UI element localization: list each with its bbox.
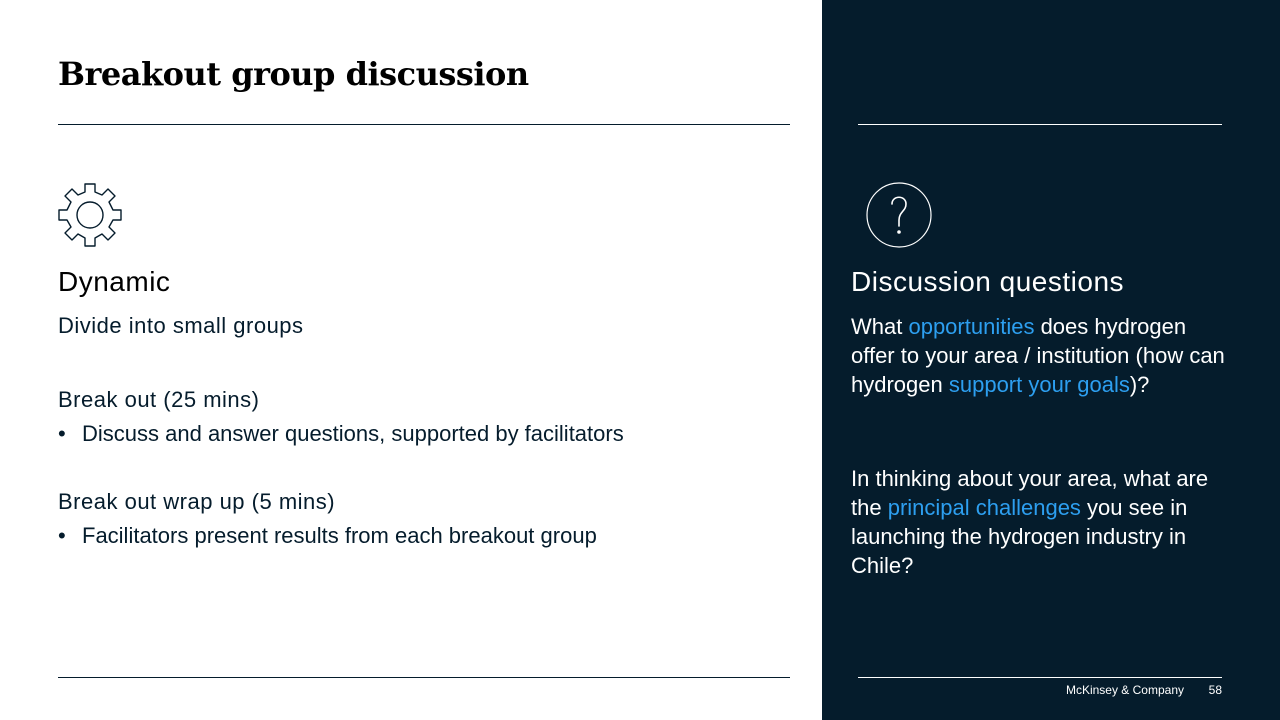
panel-divider-bottom: [858, 677, 1222, 678]
dynamic-subheading: Divide into small groups: [58, 313, 304, 338]
phase1-bullet-text: Discuss and answer questions, supported by facilitators: [82, 421, 624, 446]
phase2-bullet-text: Facilitators present results from each breakout group: [82, 523, 597, 548]
q1-text-1: What: [851, 314, 909, 339]
page-title: Breakout group discussion: [58, 55, 529, 93]
gear-icon: [57, 182, 123, 248]
q1-text-3: )?: [1129, 372, 1150, 397]
dynamic-heading: Dynamic: [58, 266, 171, 297]
question-mark-icon: [866, 182, 932, 248]
q1-text-2: does hydrogen offer to your area / institution (how can hydrogen: [851, 314, 1225, 397]
q2-highlight-1: principal challenges: [887, 495, 1081, 520]
discussion-panel: [822, 0, 1280, 720]
phase1-bullet: [58, 421, 624, 447]
question-2: [851, 464, 1231, 580]
footer-brand: McKinsey & Company: [1065, 683, 1184, 697]
bullet-dot: •: [58, 523, 66, 548]
question-1: [851, 312, 1231, 399]
bullet-dot: •: [58, 421, 66, 446]
divider-bottom: [58, 677, 790, 678]
panel-divider-top: [858, 124, 1222, 125]
q2-text-1: In thinking about your area, what are the: [851, 466, 1209, 520]
divider-top: [58, 124, 790, 125]
q2-text-2: you see in launching the hydrogen industry in Chile?: [851, 495, 1188, 578]
page-number: 58: [1208, 683, 1222, 697]
phase2-heading: Break out wrap up (5 mins): [58, 489, 336, 514]
discussion-heading: Discussion questions: [851, 266, 1125, 297]
q1-highlight-1: opportunities: [908, 314, 1035, 339]
q1-highlight-2: support your goals: [948, 372, 1130, 397]
phase2-bullet: [58, 523, 597, 549]
phase1-heading: Break out (25 mins): [58, 387, 260, 412]
